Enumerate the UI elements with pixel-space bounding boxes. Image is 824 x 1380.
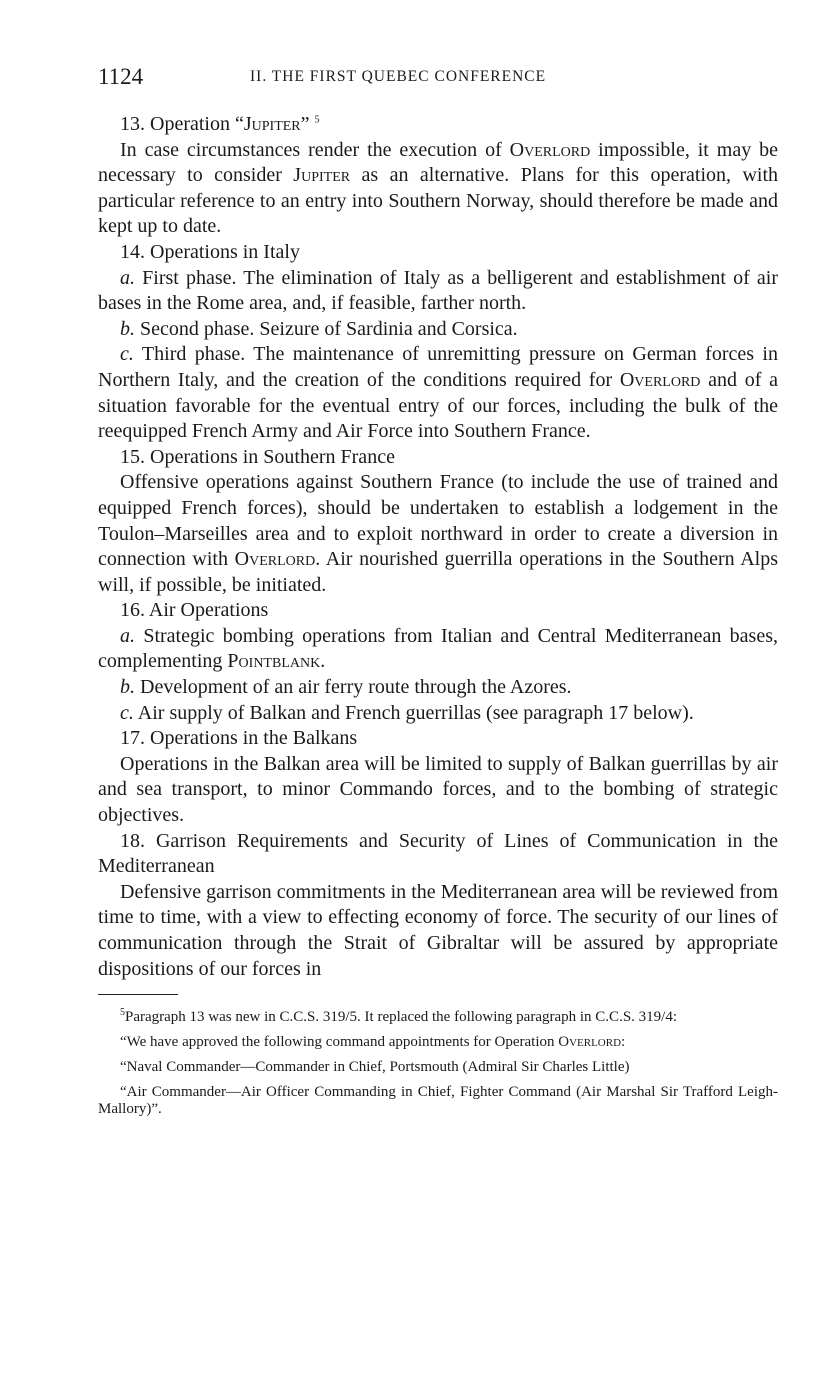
- body-text: [98, 112, 778, 982]
- page-header: [98, 64, 778, 98]
- section-13-heading: 13. Operation “Jupiter” $^5$: [120, 113, 320, 135]
- footnote-quote-1: “We have approved the following command appointments for Operation Overlord:: [120, 1034, 626, 1051]
- footnotes: [98, 1009, 778, 1118]
- section-16-heading: 16. Air Operations: [120, 599, 269, 622]
- section-15-paragraph: Offensive operations against Southern France (to include the use of trained and equipped French forces), should be undertaken to establish a lodgement in the Toulon–Marseilles area and to exploit northward in order to create a diversion in connection with Overlord. Air nourished guerrilla operations in the Southern Alps will, if possible, be initiated.: [98, 471, 778, 596]
- section-17-paragraph: Operations in the Balkan area will be limited to supply of Balkan guerrillas by air and sea transport, to minor Commando forces, and to the bombing of strategic objectives.: [98, 752, 778, 827]
- footnote-mark: 5: [314, 114, 320, 126]
- running-head: II. THE FIRST QUEBEC CONFERENCE: [250, 68, 547, 85]
- section-14-heading: 14. Operations in Italy: [120, 240, 300, 263]
- section-14-item-a: a. First phase. The elimination of Italy as a belligerent and establishment of air bases in the Rome area, and, if feasible, farther north.: [98, 266, 778, 315]
- document-page: [98, 64, 778, 1126]
- footnote-5: $^5$Paragraph 13 was new in C.C.S. 319/5. It replaced the following paragraph in C.C.S. 319/4:: [120, 1007, 677, 1026]
- footnote-divider: [98, 994, 178, 995]
- section-14-item-c: c. Third phase. The maintenance of unremitting pressure on German forces in Northern Italy, and the creation of the conditions required for Overlord and of a situation favorable for the eventual entry of our forces, including the bulk of the reequipped French Army and Air Force into Southern France.: [98, 343, 778, 443]
- page-number: 1124: [98, 64, 144, 89]
- footnote-quote-2: “Naval Commander—Commander in Chief, Portsmouth (Admiral Sir Charles Little): [120, 1059, 630, 1076]
- section-18-paragraph: Defensive garrison commitments in the Mediterranean area will be reviewed from time to time, with a view to effecting economy of force. The security of our lines of communication through the Strait of Gibraltar will be assured by appropriate dispositions of our forces in: [98, 880, 778, 980]
- section-13-paragraph: In case circumstances render the execution of Overlord impossible, it may be necessary to consider Jupiter as an alternative. Plans for this operation, with particular reference to an entry into Southern Norway, should therefore be made and kept up to date.: [98, 138, 778, 238]
- section-16-item-c: c. Air supply of Balkan and French guerrillas (see paragraph 17 below).: [120, 701, 694, 724]
- section-17-heading: 17. Operations in the Balkans: [120, 727, 358, 750]
- section-16-item-a: a. Strategic bombing operations from Italian and Central Mediterranean bases, complementing Pointblank.: [98, 624, 778, 673]
- section-18-heading: 18. Garrison Requirements and Security of Lines of Communication in the Mediterranean: [98, 829, 778, 878]
- footnote-quote-3: “Air Commander—Air Officer Commanding in Chief, Fighter Command (Air Marshal Sir Trafford Leigh-Mallory)”.: [98, 1084, 778, 1118]
- section-14-item-b: b. Second phase. Seizure of Sardinia and Corsica.: [120, 317, 518, 340]
- section-15-heading: 15. Operations in Southern France: [120, 445, 395, 468]
- section-16-item-b: b. Development of an air ferry route through the Azores.: [120, 676, 572, 699]
